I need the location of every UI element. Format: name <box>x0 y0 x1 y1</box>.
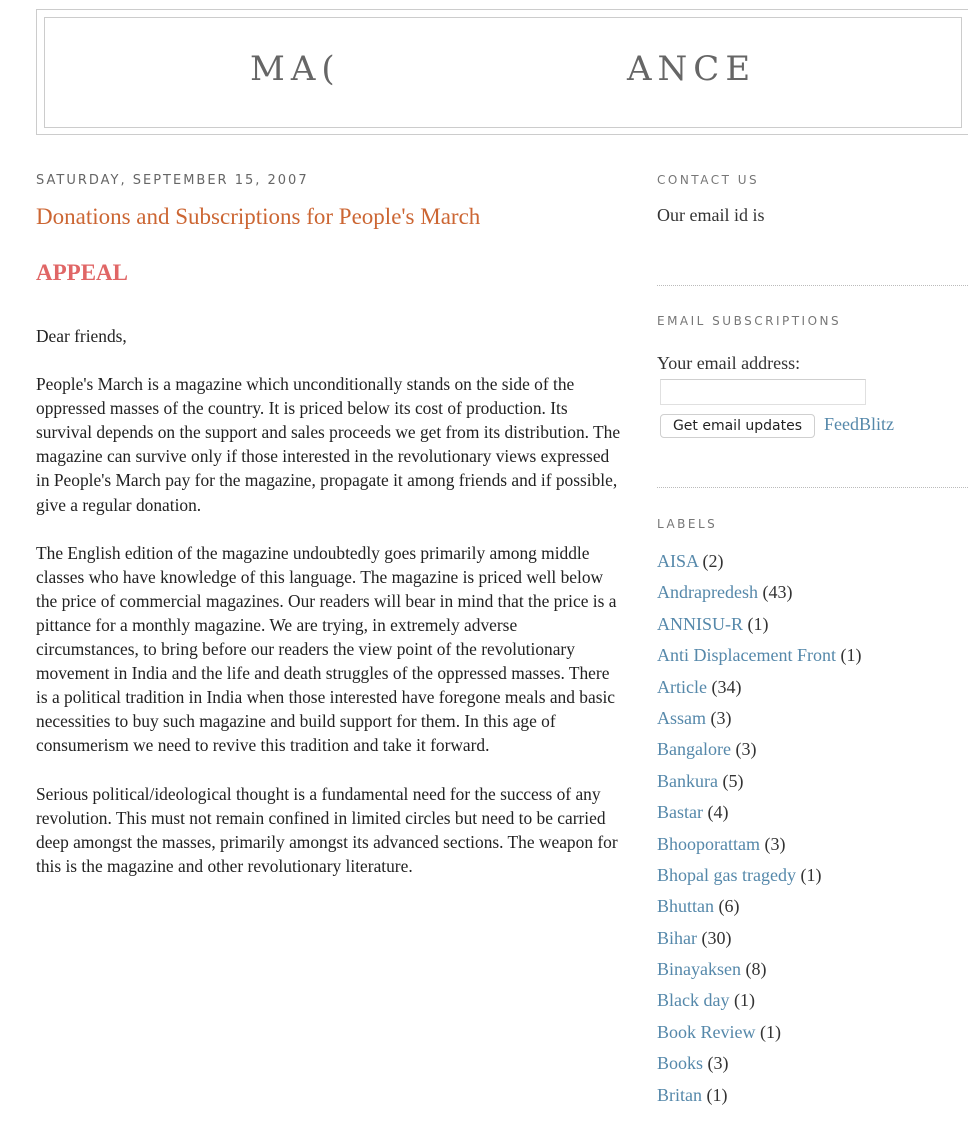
label-count: (43) <box>762 582 793 603</box>
post-paragraph: The English edition of the magazine undoubtedly goes primarily among middle classes who have knowledge of this language. The magazine is priced well below the price of commercial magazines. Our readers will bear in mind that the price is a pittance for a monthly magazine. We are trying, in extremely adverse circumstances, to bring before our readers the view point of the revolutionary movement in India and the life and death struggles of the oppressed masses. There is a political tradition in India when those interested have foregone meals and basic necessities to buy such magazine and build support for them. In this age of consumerism we need to revive this tradition and take it forward. <box>36 542 617 756</box>
label-link[interactable]: Book Review <box>657 1021 756 1042</box>
label-link[interactable]: Bastar <box>657 802 703 823</box>
label-item <box>657 923 861 954</box>
label-link[interactable]: Anti Displacement Front <box>657 645 836 666</box>
label-item <box>657 703 861 734</box>
label-item <box>657 734 861 765</box>
post-title[interactable]: Donations and Subscriptions for People's March <box>36 204 481 229</box>
post-paragraph: People's March is a magazine which unconditionally stands on the side of the oppressed masses of the country. It is priced below its cost of production. Its survival depends on the support and sales proceeds we get from its distribution. The magazine can survive only if those interested in the revolutionary views expressed in People's March pay for the magazine, propagate it among friends and if possible, give a regular donation. <box>36 374 621 515</box>
label-count: (1) <box>840 645 862 666</box>
label-count: (4) <box>707 802 729 823</box>
label-item <box>657 954 861 985</box>
label-count: (3) <box>707 1053 729 1074</box>
label-item <box>657 797 861 828</box>
label-item <box>657 985 861 1016</box>
post-body <box>36 324 622 902</box>
label-link[interactable]: Britan <box>657 1084 702 1105</box>
label-item <box>657 546 861 577</box>
subscriptions-heading: EMAIL SUBSCRIPTIONS <box>657 314 842 328</box>
label-link[interactable]: Bihar <box>657 927 697 948</box>
labels-list <box>657 546 861 1111</box>
label-count: (8) <box>745 959 767 980</box>
label-count: (30) <box>701 927 732 948</box>
label-link[interactable]: Assam <box>657 707 706 728</box>
label-link[interactable]: Bhooporattam <box>657 833 760 854</box>
label-item <box>657 891 861 922</box>
post-date: SATURDAY, SEPTEMBER 15, 2007 <box>36 173 309 188</box>
email-input[interactable] <box>660 379 866 405</box>
label-item <box>657 577 861 608</box>
label-item <box>657 640 861 671</box>
post-heading: APPEAL <box>36 260 128 285</box>
labels-heading: LABELS <box>657 517 718 531</box>
label-count: (1) <box>733 990 755 1011</box>
label-count: (1) <box>706 1084 728 1105</box>
sidebar-divider <box>657 487 968 488</box>
label-link[interactable]: Bhuttan <box>657 896 714 917</box>
label-count: (6) <box>718 896 740 917</box>
label-count: (3) <box>764 833 786 854</box>
sidebar-divider <box>657 285 968 286</box>
label-link[interactable]: Bangalore <box>657 739 731 760</box>
label-item <box>657 1048 861 1079</box>
label-link[interactable]: ANNISU-R <box>657 613 744 634</box>
label-count: (34) <box>711 676 742 697</box>
post-paragraph: Serious political/ideological thought is a fundamental need for the success of any revolution. This must not remain confined in limited circles but need to be carried deep amongst the masses, primarily amongst its advanced sections. The weapon for this is the magazine and other revolutionary literature. <box>36 783 618 876</box>
label-count: (1) <box>800 864 822 885</box>
get-email-updates-button[interactable]: Get email updates <box>660 414 815 438</box>
email-label: Your email address: <box>657 353 801 373</box>
blog-title-left[interactable]: MA( <box>250 49 341 89</box>
label-count: (3) <box>735 739 757 760</box>
contact-heading: CONTACT US <box>657 173 760 187</box>
label-count: (1) <box>747 613 769 634</box>
label-item <box>657 1080 861 1111</box>
label-item <box>657 766 861 797</box>
label-link[interactable]: Article <box>657 676 707 697</box>
label-link[interactable]: Books <box>657 1053 704 1074</box>
label-link[interactable]: Binayaksen <box>657 959 741 980</box>
label-link[interactable]: Bankura <box>657 770 718 791</box>
label-item <box>657 1017 861 1048</box>
label-count: (1) <box>760 1021 781 1042</box>
label-item <box>657 609 861 640</box>
blog-title-right[interactable]: ANCE <box>627 49 757 89</box>
label-item <box>657 829 861 860</box>
label-count: (5) <box>722 770 744 791</box>
feedblitz-link[interactable]: FeedBlitz <box>824 414 894 434</box>
label-link[interactable]: Bhopal gas tragedy <box>657 864 796 885</box>
label-count: (2) <box>702 551 724 571</box>
label-item <box>657 860 861 891</box>
label-link[interactable]: Black day <box>657 990 730 1011</box>
label-link[interactable]: Andrapredesh <box>657 582 758 603</box>
label-link[interactable]: AISA <box>657 551 699 571</box>
label-count: (3) <box>710 707 732 728</box>
contact-text: Our email id is <box>657 205 765 225</box>
label-item <box>657 672 861 703</box>
header-title-gap <box>322 40 622 100</box>
post-paragraph: Dear friends, <box>36 326 127 346</box>
